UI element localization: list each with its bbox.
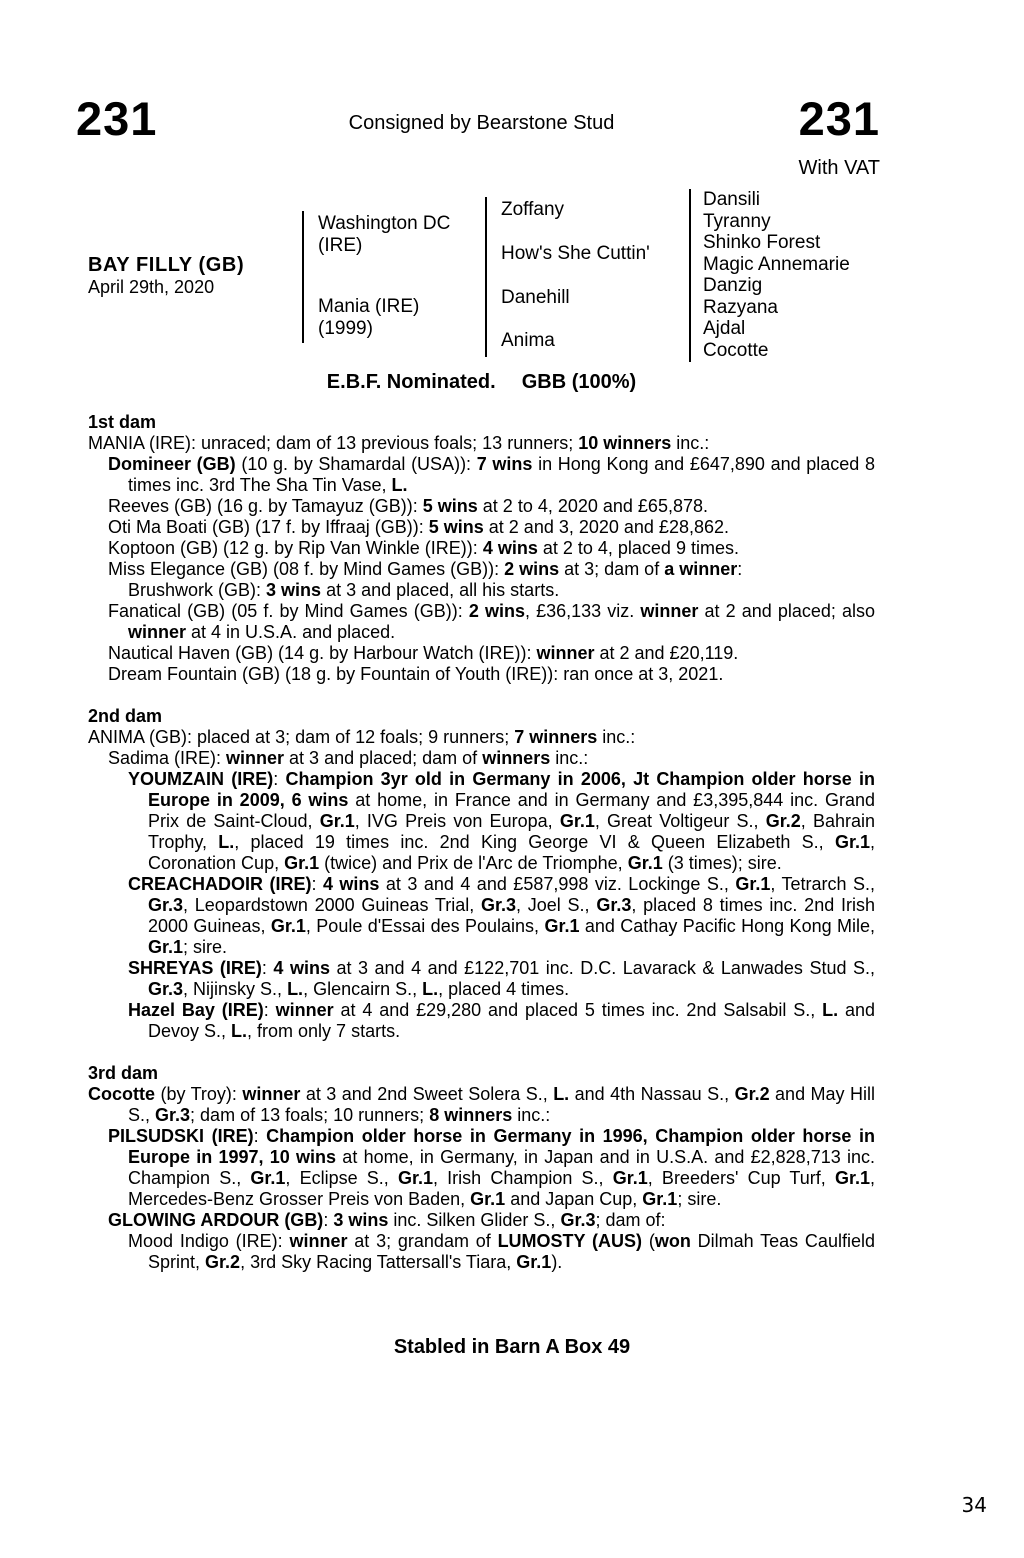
pedigree-entry: Dream Fountain (GB) (18 g. by Fountain of Youth (IRE)): ran once at 3, 2021. xyxy=(108,664,724,684)
great-grandparent: Razyana xyxy=(703,296,778,318)
consignor-line: Consigned by Bearstone Stud xyxy=(348,112,615,134)
pedigree-divider-3 xyxy=(689,189,691,362)
pedigree-entry: Reeves (GB) (16 g. by Tamayuz (GB)): 5 wins at 2 to 4, 2020 and £65,878. xyxy=(108,496,708,516)
stabled-location: Stabled in Barn A Box 49 xyxy=(393,1336,631,1358)
pedigree-entry: MANIA (IRE): unraced; dam of 13 previous foals; 13 runners; 10 winners inc.: xyxy=(88,433,710,453)
great-grandparent: Magic Annemarie xyxy=(703,253,850,275)
dam-sections xyxy=(88,412,875,1273)
sire-block xyxy=(318,213,450,257)
lot-number-left: 231 xyxy=(76,92,158,145)
dam-section xyxy=(88,1063,875,1273)
pedigree-entry: Brushwork (GB): 3 wins at 3 and placed, all his starts. xyxy=(128,580,560,600)
dam-section xyxy=(88,706,875,1042)
pedigree-entry: Hazel Bay (IRE): winner at 4 and £29,280 and placed 5 times inc. 2nd Salsabil S., L. and Devoy S., L., from only 7 starts. xyxy=(128,1000,875,1041)
pedigree-divider-1 xyxy=(302,211,304,343)
page-number: 34 xyxy=(961,1493,987,1517)
pedigree-entry: YOUMZAIN (IRE): Champion 3yr old in Germany in 2006, Jt Champion older horse in Europe in 2009, 6 wins at home, in France and in Germany and £3,395,844 inc. Grand Prix de Saint-Cloud, Gr.1, IVG Preis von Europa, Gr.1, Great Voltigeur S., Gr.2, Bahrain Trophy, L., placed 19 times inc. 2nd King George VI & Queen Elizabeth S., Gr.1, Coronation Cup, Gr.1 (twice) and Prix de l'Arc de Triomphe, Gr.1 (3 times); sire. xyxy=(128,769,876,873)
great-grandparent: Tyranny xyxy=(703,210,771,232)
dam-name: Mania (IRE) xyxy=(318,296,420,317)
gbb-label: GBB (100%) xyxy=(521,371,637,393)
pedigree-entry: Miss Elegance (GB) (08 f. by Mind Games (GB)): 2 wins at 3; dam of a winner: xyxy=(108,559,743,579)
dam-suffix: (1999) xyxy=(318,318,373,339)
great-grandparents-column xyxy=(703,189,850,361)
pedigree-entry: Fanatical (GB) (05 f. by Mind Games (GB)): 2 wins, £36,133 viz. winner at 2 and placed; also winner at 4 in U.S.A. and placed. xyxy=(108,601,876,642)
pedigree-entry: GLOWING ARDOUR (GB): 3 wins inc. Silken Glider S., Gr.3; dam of: xyxy=(108,1210,666,1230)
pedigree-entry: Koptoon (GB) (12 g. by Rip Van Winkle (IRE)): 4 wins at 2 to 4, placed 9 times. xyxy=(108,538,739,558)
section-heading: 1st dam xyxy=(88,412,157,432)
grandsire-paternal: Zoffany xyxy=(501,199,565,220)
granddam-maternal: Anima xyxy=(501,330,555,351)
great-grandparent: Danzig xyxy=(703,275,763,296)
nomination-line xyxy=(88,371,875,393)
pedigree-table xyxy=(88,186,888,371)
pedigree-entry: Cocotte (by Troy): winner at 3 and 2nd Sweet Solera S., L. and 4th Nassau S., Gr.2 and May Hill S., Gr.3; dam of 13 foals; 10 runners; 8 winners inc.: xyxy=(88,1084,875,1125)
great-grandparent: Ajdal xyxy=(703,318,746,339)
grandsire-maternal: Danehill xyxy=(501,287,570,308)
pedigree-entry: Oti Ma Boati (GB) (17 f. by Iffraaj (GB)): 5 wins at 2 and 3, 2020 and £28,862. xyxy=(108,517,729,537)
pedigree-divider-2 xyxy=(485,197,487,357)
sire-name: Washington DC xyxy=(318,213,451,234)
great-grandparent: Shinko Forest xyxy=(703,232,821,253)
vat-status: With VAT xyxy=(798,157,880,179)
foaling-date: April 29th, 2020 xyxy=(88,277,215,297)
sire-suffix: (IRE) xyxy=(318,235,363,256)
granddam-paternal: How's She Cuttin' xyxy=(501,243,650,264)
lot-number-right: 231 xyxy=(798,92,880,145)
pedigree-entry: SHREYAS (IRE): 4 wins at 3 and 4 and £122,701 inc. D.C. Lavarack & Lanwades Stud S., Gr.3, Nijinsky S., L., Glencairn S., L., placed 4 times. xyxy=(128,958,875,999)
ebf-nominated-label: E.B.F. Nominated. xyxy=(326,371,496,393)
dam-section xyxy=(88,412,875,685)
dam-block xyxy=(318,296,419,340)
pedigree-entry: ANIMA (GB): placed at 3; dam of 12 foals; 9 runners; 7 winners inc.: xyxy=(88,727,636,747)
pedigree-entry: PILSUDSKI (IRE): Champion older horse in Germany in 1996, Champion older horse in Europe in 1997, 10 wins at home, in Germany, in Japan and in U.S.A. and £2,828,713 inc. Champion S., Gr.1, Eclipse S., Gr.1, Irish Champion S., Gr.1, Breeders' Cup Turf, Gr.1, Mercedes-Benz Grosser Preis von Baden, Gr.1 and Japan Cup, Gr.1; sire. xyxy=(108,1126,875,1209)
section-heading: 2nd dam xyxy=(88,706,163,726)
great-grandparent: Dansili xyxy=(703,189,761,210)
pedigree-entry: CREACHADOIR (IRE): 4 wins at 3 and 4 and £587,998 viz. Lockinge S., Gr.1, Tetrarch S., Gr.3, Leopardstown 2000 Guineas Trial, Gr.3, Joel S., Gr.3, placed 8 times inc. 2nd Irish 2000 Guineas, Gr.1, Poule d'Essai des Poulains, Gr.1 and Cathay Pacific Hong Kong Mile, Gr.1; sire. xyxy=(128,874,875,957)
pedigree-entry: Domineer (GB) (10 g. by Shamardal (USA)): 7 wins in Hong Kong and £647,890 and placed 8 times inc. 3rd The Sha Tin Vase, L. xyxy=(108,454,875,495)
horse-name: BAY FILLY (GB) xyxy=(88,254,245,276)
pedigree-entry: Nautical Haven (GB) (14 g. by Harbour Watch (IRE)): winner at 2 and £20,119. xyxy=(108,643,739,663)
pedigree-entry: Mood Indigo (IRE): winner at 3; grandam of LUMOSTY (AUS) (won Dilmah Teas Caulfield Sprint, Gr.2, 3rd Sky Racing Tattersall's Tiara, Gr.1). xyxy=(128,1231,875,1272)
great-grandparent: Cocotte xyxy=(703,339,769,361)
section-heading: 3rd dam xyxy=(88,1063,159,1083)
pedigree-entry: Sadima (IRE): winner at 3 and placed; dam of winners inc.: xyxy=(108,748,589,768)
